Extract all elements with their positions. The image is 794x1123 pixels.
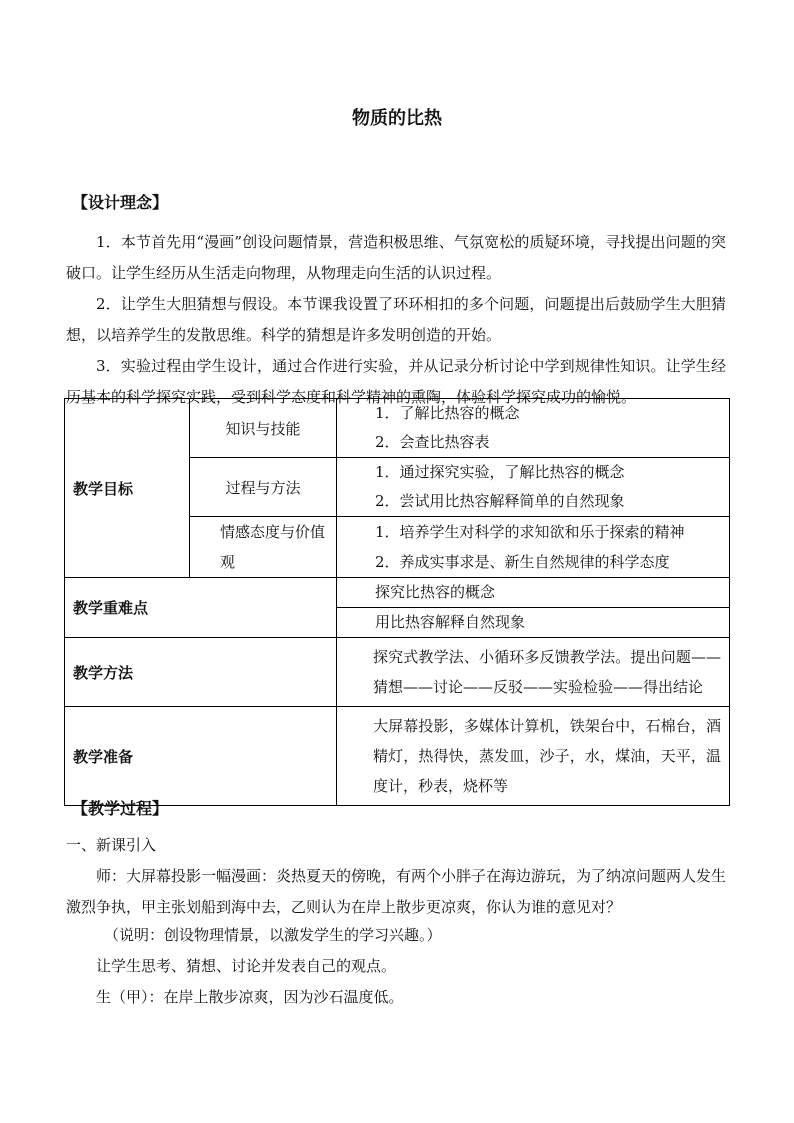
key-points-label: 教学重难点 xyxy=(65,578,337,638)
objective-item: 1．培养学生对科学的求知欲和乐于探索的精神 xyxy=(337,517,730,548)
teaching-plan-table xyxy=(64,398,730,806)
table-row xyxy=(65,578,730,608)
objective-group-process: 过程与方法 xyxy=(190,458,337,517)
table-row xyxy=(65,638,730,707)
table-row xyxy=(65,707,730,806)
design-heading: 【设计理念】 xyxy=(72,193,169,212)
objective-item: 2．会查比热容表 xyxy=(337,428,730,458)
preparation-text: 大屏幕投影，多媒体计算机，铁架台中，石棉台，酒精灯，热得快，蒸发皿，沙子，水，煤油，天平，温度计，秒表，烧杯等 xyxy=(337,707,730,806)
page-title: 物质的比热 xyxy=(352,108,442,129)
key-point-item: 用比热容解释自然现象 xyxy=(337,608,730,638)
process-subheading: 一、新课引入 xyxy=(66,836,157,854)
key-point-item: 探究比热容的概念 xyxy=(337,578,730,608)
objective-group-attitude: 情感态度与价值观 xyxy=(190,517,337,578)
instruction-line: 让学生思考、猜想、讨论并发表自己的观点。 xyxy=(96,957,397,975)
design-paragraph-2: 2．让学生大胆猜想与假设。本节课我设置了环环相扣的多个问题，问题提出后鼓励学生大胆猜想，以培养学生的发散思维。科学的猜想是许多发明创造的开始。 xyxy=(66,295,726,344)
method-text: 探究式教学法、小循环多反馈教学法。提出问题——猜想——讨论——反驳——实验检验——得出结论 xyxy=(337,638,730,707)
objective-item: 1．了解比热容的概念 xyxy=(337,399,730,429)
preparation-label: 教学准备 xyxy=(65,707,337,806)
objective-item: 2．养成实事求是、新生自然规律的科学态度 xyxy=(337,547,730,578)
student-a-line: 生（甲）：在岸上散步凉爽，因为沙石温度低。 xyxy=(96,988,404,1006)
objective-item: 2．尝试用比热容解释简单的自然现象 xyxy=(337,487,730,517)
method-label: 教学方法 xyxy=(65,638,337,707)
design-paragraph-3: 3．实验过程由学生设计，通过合作进行实验，并从记录分析讨论中学到规律性知识。让学生经历基本的科学探究实践，受到科学态度和科学精神的熏陶，体验科学探究成功的愉悦。 xyxy=(66,357,726,406)
objective-group-knowledge: 知识与技能 xyxy=(190,399,337,458)
design-paragraph-1: 1．本节首先用“漫画”创设问题情景，营造积极思维、气氛宽松的质疑环境，寻找提出问题的突破口。让学生经历从生活走向物理，从物理走向生活的认识过程。 xyxy=(66,233,726,282)
objective-item: 1．通过探究实验，了解比热容的概念 xyxy=(337,458,730,488)
objectives-label: 教学目标 xyxy=(65,399,190,578)
table-row xyxy=(65,399,730,429)
note-line: （说明：创设物理情景，以激发学生的学习兴趣。） xyxy=(104,926,442,944)
process-heading: 【教学过程】 xyxy=(72,799,169,818)
teacher-paragraph: 师：大屏幕投影一幅漫画：炎热夏天的傍晚，有两个小胖子在海边游玩，为了纳凉问题两人发生激烈争执，甲主张划船到海中去，乙则认为在岸上散步更凉爽，你认为谁的意见对？ xyxy=(66,867,727,916)
